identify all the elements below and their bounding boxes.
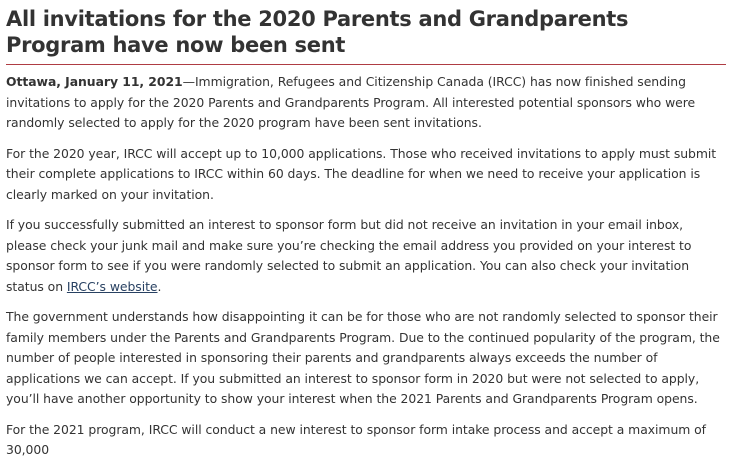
paragraph-applications: For the 2020 year, IRCC will accept up to 10,000 applications. Those who received invitations to apply must submit their complete applications to IRCC within 60 days. The deadline for when we need to receive your application is clearly marked on your invitation. [6,145,717,202]
paragraph-2021-program: For the 2021 program, IRCC will conduct a new interest to sponsor form intake process and accept a maximum of 30,000 [6,421,706,457]
paragraph-check-status-text: If you successfully submitted an interest to sponsor form but did not receive an invitation in your email inbox, please check your junk mail and make sure you’re checking the email address you provided on your interest to sponsor form to see if you were randomly selected to submit an application. You can also check your invitation status on [6,217,692,294]
paragraph-check-status-end: . [157,278,162,294]
paragraph-disappointment: The government understands how disappointing it can be for those who are not randomly selected to sponsor their family members under the Parents and Grandparents Program. Due to the continued popularity of the program, the number of people interested in sponsoring their parents and grandparents always exceeds the number of applications we can accept. If you submitted an interest to sponsor form in 2020 but were not selected to apply, you’ll have another opportunity to show your interest when the 2021 Parents and Grandparents Program opens. [6,309,720,406]
paragraph-check-status [6,215,726,297]
article-body [6,72,726,461]
ircc-website-link[interactable]: IRCC’s website [66,278,158,294]
page-title: All invitations for the 2020 Parents and Grandparents Program have now been sent [6,6,726,65]
paragraph-intro [6,72,726,134]
dateline: Ottawa, January 11, 2021 [6,74,183,89]
paragraph-intro-text: Immigration, Refugees and Citizenship Canada (IRCC) has now finished sending invitations to apply for the 2020 Parents and Grandparents Program. All interested potential sponsors who were randomly selected to apply for the 2020 program have been sent invitations. [6,74,696,130]
dateline-dash: — [182,74,195,89]
